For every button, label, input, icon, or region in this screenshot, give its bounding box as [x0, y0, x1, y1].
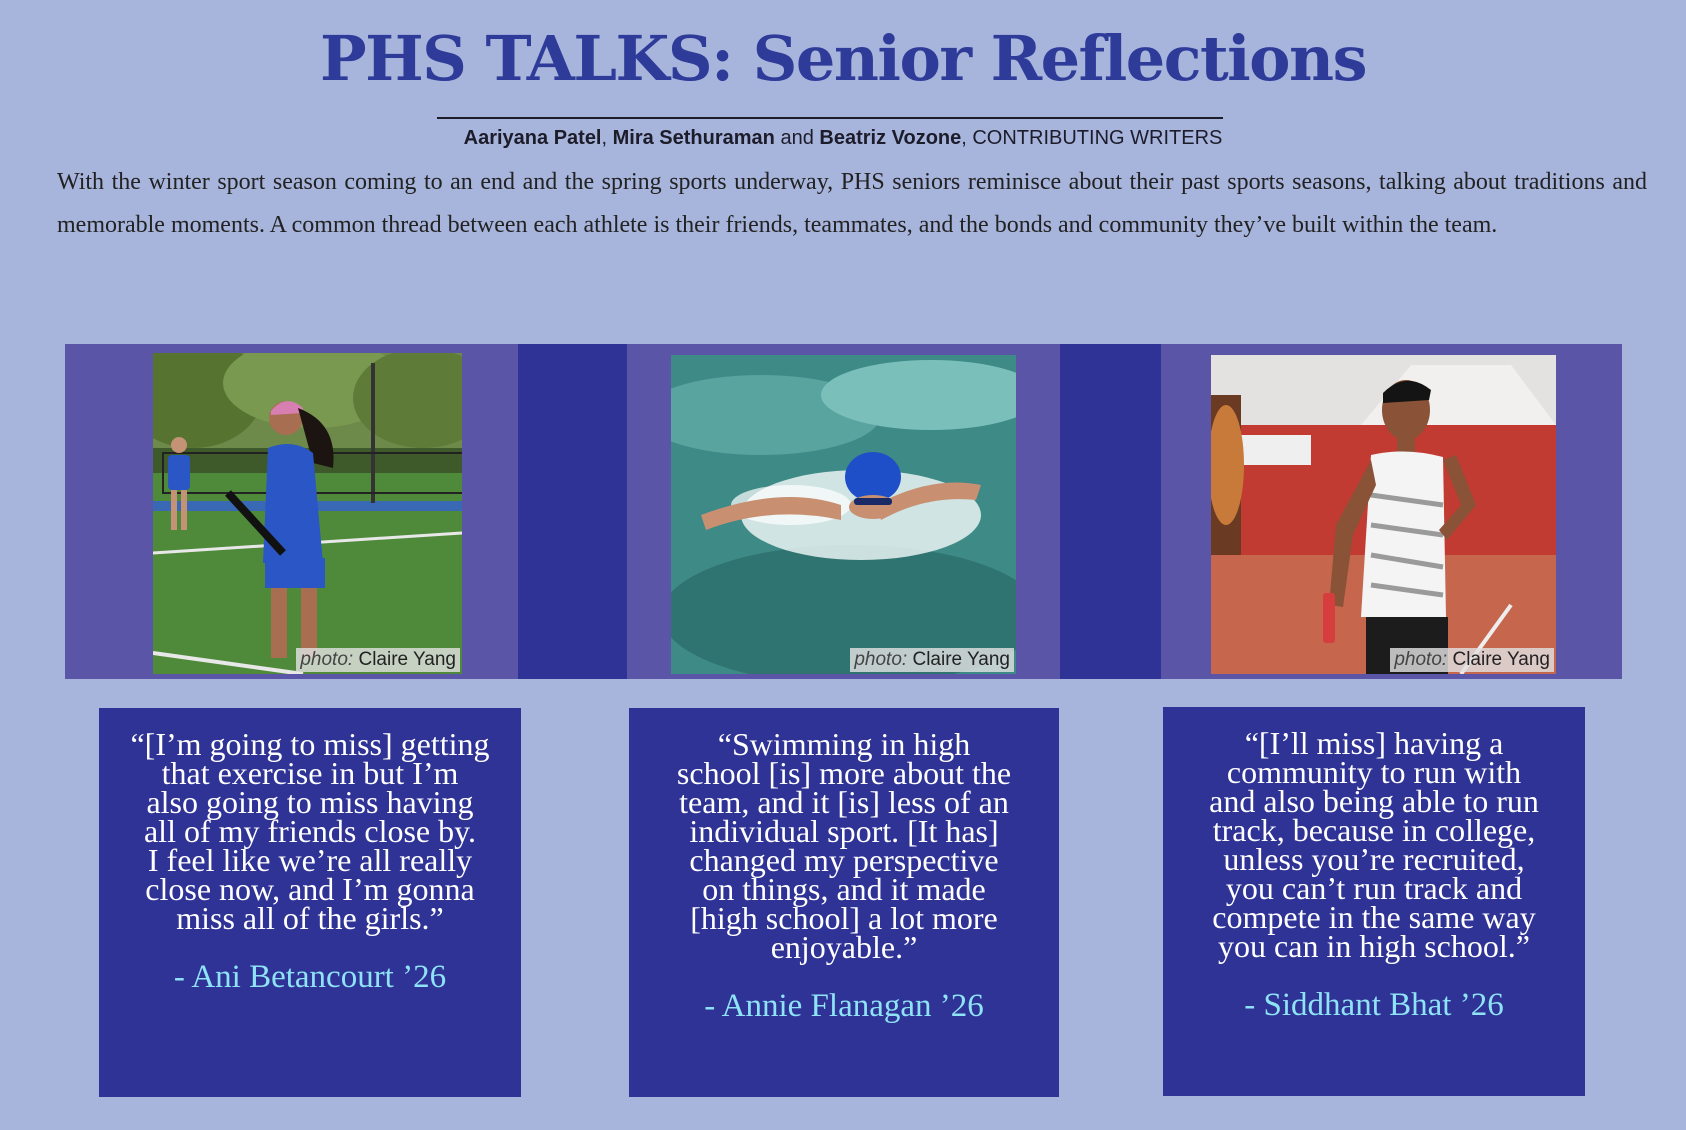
quote-card	[629, 708, 1059, 1097]
field-hockey-photo	[153, 353, 462, 674]
photo-credit: photo: Claire Yang	[850, 648, 1014, 672]
quote-attribution: - Ani Betancourt ’26	[173, 959, 447, 995]
quote-attribution: - Annie Flanagan ’26	[704, 988, 984, 1024]
title-divider	[437, 117, 1223, 119]
quote-text: “[I’ll miss] having a community to run with and also being able to run track, because in college, unless you’re recruited, you can’t run track and compete in the same way you can in high school.”	[1209, 725, 1539, 964]
strip-divider	[518, 344, 627, 679]
quote-text: “[I’m going to miss] getting that exercise in but I’m also going to miss having all of my friends close by. I feel like we’re all really close now, and I’m gonna miss all of the girls.”	[130, 726, 490, 936]
author-name: Mira Sethuraman	[612, 127, 775, 149]
strip-divider	[1060, 344, 1161, 679]
photo-credit: photo: Claire Yang	[1390, 648, 1554, 672]
page-title: PHS TALKS: Senior Reflections	[319, 22, 1366, 95]
photo-credit: photo: Claire Yang	[296, 648, 460, 672]
author-name: Aariyana Patel	[463, 127, 602, 149]
author-name: Beatriz Vozone	[819, 127, 962, 149]
quote-card	[99, 708, 521, 1097]
track-photo	[1211, 355, 1556, 674]
byline-separator: ,	[601, 127, 613, 149]
swimming-photo	[671, 355, 1016, 674]
intro-paragraph: With the winter sport season coming to an end and the spring sports underway, PHS seniors reminisce about their past sports seasons, talking about traditions and memorable moments. A common thread between each athlete is their friends, teammates, and the bonds and community they’ve built within the team.	[57, 169, 1647, 238]
byline	[0, 127, 1686, 150]
byline-role: , CONTRIBUTING WRITERS	[961, 127, 1223, 149]
quote-card	[1163, 707, 1585, 1096]
quote-attribution: - Siddhant Bhat ’26	[1244, 987, 1504, 1023]
byline-separator: and	[774, 127, 820, 149]
quote-text: “Swimming in high school [is] more about the team, and it [is] less of an individual sport. [It has] changed my perspective on things, and it made [high school] a lot more enjoyable.”	[676, 726, 1012, 965]
